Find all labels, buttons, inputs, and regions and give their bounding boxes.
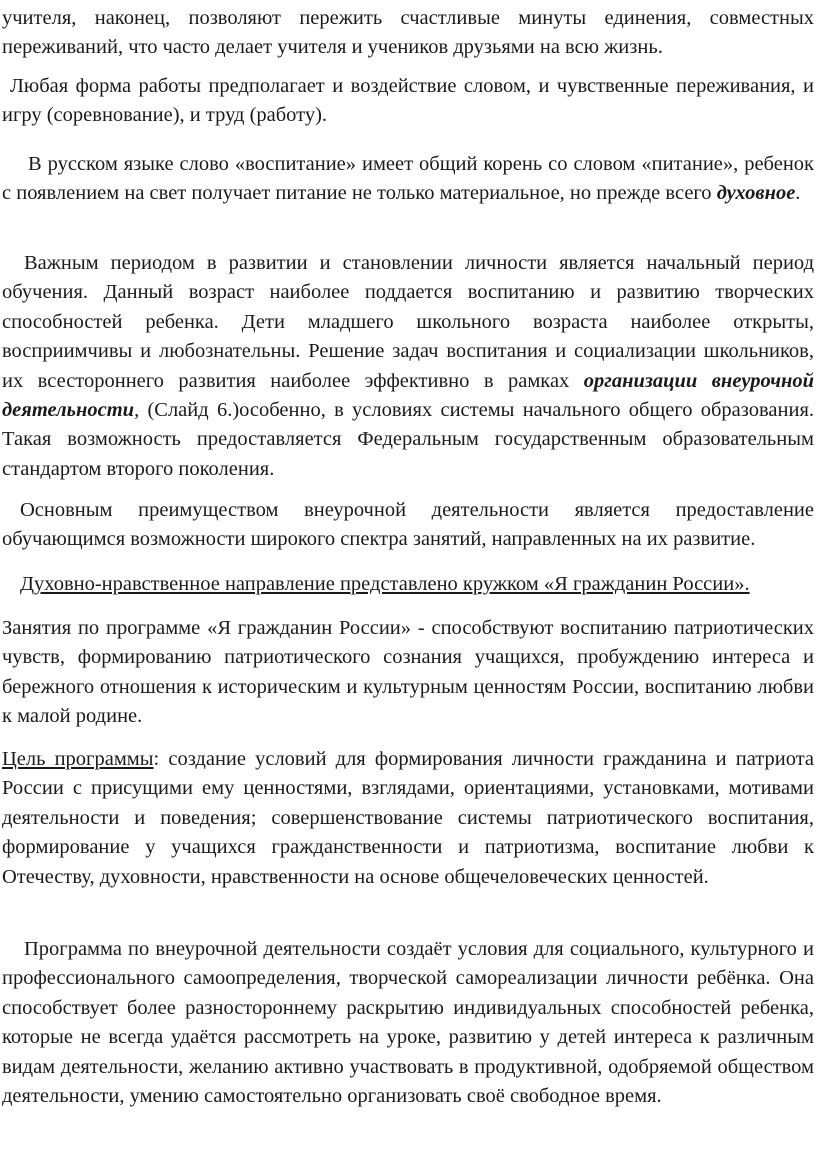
paragraph-text: Основным преимуществом внеурочной деятельности является предоставление обучающимся возможности широкого спектра занятий, направленных на их развитие. bbox=[2, 499, 814, 551]
paragraph-upbringing-word bbox=[2, 150, 814, 209]
paragraph-text-end: , (Слайд 6.)особенно, в условиях системы начального общего образования. Такая возможность предоставляется Федеральным государственным образовательным стандартом второго поколения. bbox=[2, 399, 814, 480]
paragraph-teacher-unity bbox=[2, 4, 814, 63]
paragraph-text: Важным периодом в развитии и становлении личности является начальный период обучения. Данный возраст наиболее поддается воспитанию и развитию творческих способностей ребенка. Дети младшего школьного возраста наиболее открыты, восприимчивы и любознательны. Решение задач воспитания и социализации школьников, их всестороннего развития наиболее эффективно в рамках bbox=[2, 252, 814, 392]
paragraph-text: : создание условий для формирования личности гражданина и патриота России с присущими ему ценностями, взглядами, ориентациями, установками, мотивами деятельности и поведения; совершенствование системы патриотического воспитания, формирование у учащихся гражданственности и патриотизма, воспитание любви к Отечеству, духовности, нравственности на основе общечеловеческих ценностей. bbox=[2, 748, 814, 888]
paragraph-main-advantage bbox=[2, 496, 814, 555]
paragraph-text: Любая форма работы предполагает и воздействие словом, и чувственные переживания, и игру (соревнование), и труд (работу). bbox=[2, 75, 814, 127]
paragraph-text-end: . bbox=[795, 182, 801, 205]
paragraph-text: В русском языке слово «воспитание» имеет общий корень со словом «питание», ребенок с появлением на свет получает питание не только материальное, но прежде всего bbox=[2, 153, 814, 205]
paragraph-work-forms bbox=[2, 72, 814, 131]
paragraph-spiritual-direction bbox=[2, 570, 814, 599]
emphasis-spiritual: духовное bbox=[716, 182, 796, 205]
paragraph-program-conditions bbox=[2, 935, 814, 1111]
paragraph-primary-period bbox=[2, 249, 814, 484]
paragraph-text: учителя, наконец, позволяют пережить счастливые минуты единения, совместных переживаний, что часто делает учителя и учеников друзьями на всю жизнь. bbox=[2, 7, 814, 59]
paragraph-text: Занятия по программе «Я гражданин России» - способствуют воспитанию патриотических чувств, формированию патриотического сознания учащихся, пробуждению интереса и бережного отношения к историческим и культурным ценностям России, воспитанию любви к малой родине. bbox=[2, 617, 814, 728]
underlined-heading: Духовно-нравственное направление представлено кружком «Я гражданин России». bbox=[20, 573, 750, 595]
emphasis-extracurricular: организации внеурочной деятельности bbox=[2, 369, 815, 422]
paragraph-text: Программа по внеурочной деятельности создаёт условия для социального, культурного и профессионального самоопределения, творческой самореализации личности ребёнка. Она способствует более разностороннему раскрытию индивидуальных способностей ребенка, которые не всегда удаётся рассмотреть на уроке, развитию у детей интереса к различным видам деятельности, желанию активно участвовать в продуктивной, одобряемой обществом деятельности, умению самостоятельно организовать своё свободное время. bbox=[2, 938, 814, 1108]
paragraph-program-goal bbox=[2, 745, 814, 892]
goal-label: Цель программы bbox=[2, 748, 154, 770]
paragraph-program-classes bbox=[2, 614, 814, 732]
